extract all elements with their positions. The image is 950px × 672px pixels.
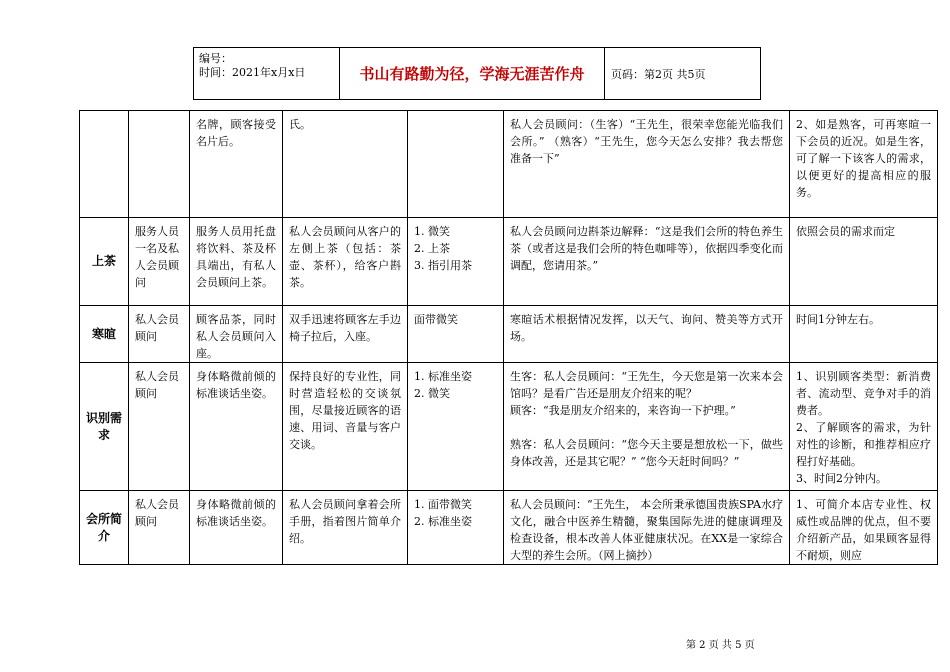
stage-cell: 寒暄 bbox=[80, 306, 129, 363]
detail-cell: 双手迅速将顾客左手边椅子拉后，入座。 bbox=[283, 306, 408, 363]
staff-cell: 私人会员顾问 bbox=[129, 363, 190, 491]
script-cell: 私人会员顾问：“王先生， 本会所秉承德国贵族SPA水疗文化，融合中医养生精髓，聚集国际先进的健康调理及检查设备，根本改善人体亚健康状况。在XX是一家综合大型的养生会所。（网上摘抄） bbox=[504, 491, 790, 565]
header-meta bbox=[194, 48, 340, 99]
detail-cell: 私人会员顾问从客户的左侧上茶（包括：茶壶、茶杯），给客户斟茶。 bbox=[283, 218, 408, 306]
script-cell: 寒暄话术根据情况发挥，以天气、询问、赞美等方式开场。 bbox=[504, 306, 790, 363]
page-footer: 第 2 页 共 5 页 bbox=[686, 640, 755, 651]
action-cell: 名牌，顾客接受名片后。 bbox=[190, 111, 283, 218]
staff-cell: 私人会员顾问 bbox=[129, 306, 190, 363]
staff-cell: 私人会员顾问 bbox=[129, 491, 190, 565]
stage-cell bbox=[80, 111, 129, 218]
action-cell: 顾客品茶，同时私人会员顾问入座。 bbox=[190, 306, 283, 363]
time-label: 时间：2021年x月x日 bbox=[199, 66, 306, 79]
action-cell: 身体略微前倾的标准谈话坐姿。 bbox=[190, 491, 283, 565]
script-cell: 私人会员顾问：（生客）“王先生，很荣幸您能光临我们会所。” （熟客）“王先生，您今天怎么安排？我去帮您准备一下” bbox=[504, 111, 790, 218]
staff-cell: 服务人员一名及私人会员顾问 bbox=[129, 218, 190, 306]
document-header bbox=[193, 47, 761, 100]
script-cell: 生客：私人会员顾问：“王先生，今天您是第一次来本会馆吗？是看广告还是朋友介绍来的呢？ 顾客：“我是朋友介绍来的，来咨询一下护理。” 熟客：私人会员顾问：“您今天主要是想放松一下，做些身体改善，还是其它呢？” “您今天赶时间吗？” bbox=[504, 363, 790, 491]
posture-cell: 1. 面带微笑 2. 标准坐姿 bbox=[408, 491, 504, 565]
detail-cell: 保持良好的专业性，同时营造轻松的交谈氛围，尽量接近顾客的语速、用词、音量与客户交谈。 bbox=[283, 363, 408, 491]
header-page-info: 页码：第2页 共5页 bbox=[611, 67, 706, 81]
notes-cell: 依照会员的需求而定 bbox=[790, 218, 938, 306]
table-row bbox=[80, 306, 938, 363]
header-motto: 书山有路勤为径，学海无涯苦作舟 bbox=[340, 48, 605, 99]
script-cell: 私人会员顾问边斟茶边解释：“这是我们会所的特色养生茶（或者这是我们会所的特色咖啡等），依据四季变化而调配，您请用茶。” bbox=[504, 218, 790, 306]
number-label: 编号： bbox=[199, 52, 232, 65]
detail-cell: 氏。 bbox=[283, 111, 408, 218]
posture-cell: 面带微笑 bbox=[408, 306, 504, 363]
notes-cell: 1、识别顾客类型：新消费者、流动型、竞争对手的消费者。 2、了解顾客的需求，为针对性的诊断，和推荐相应疗程打好基础。 3、时间2分钟内。 bbox=[790, 363, 938, 491]
action-cell: 服务人员用托盘将饮料、茶及杯具端出，有私人会员顾问上茶。 bbox=[190, 218, 283, 306]
action-cell: 身体略微前倾的标准谈话坐姿。 bbox=[190, 363, 283, 491]
stage-cell: 识别需求 bbox=[80, 363, 129, 491]
service-procedure-table bbox=[79, 110, 938, 565]
table-row bbox=[80, 218, 938, 306]
notes-cell: 时间1分钟左右。 bbox=[790, 306, 938, 363]
stage-cell: 上茶 bbox=[80, 218, 129, 306]
posture-cell: 1. 微笑 2. 上茶 3. 指引用茶 bbox=[408, 218, 504, 306]
staff-cell bbox=[129, 111, 190, 218]
stage-cell: 会所简介 bbox=[80, 491, 129, 565]
table-row bbox=[80, 491, 938, 565]
posture-cell: 1. 标准坐姿 2. 微笑 bbox=[408, 363, 504, 491]
table-row bbox=[80, 363, 938, 491]
notes-cell: 2、如是熟客，可再寒暄一下会员的近况。如是生客，可了解一下该客人的需求，以便更好的提高相应的服务。 bbox=[790, 111, 938, 218]
table-row bbox=[80, 111, 938, 218]
detail-cell: 私人会员顾问拿着会所手册，指着图片简单介绍。 bbox=[283, 491, 408, 565]
notes-cell: 1、可简介本店专业性、权威性或品牌的优点，但不要介绍新产品，如果顾客显得不耐烦，则应 bbox=[790, 491, 938, 565]
posture-cell bbox=[408, 111, 504, 218]
